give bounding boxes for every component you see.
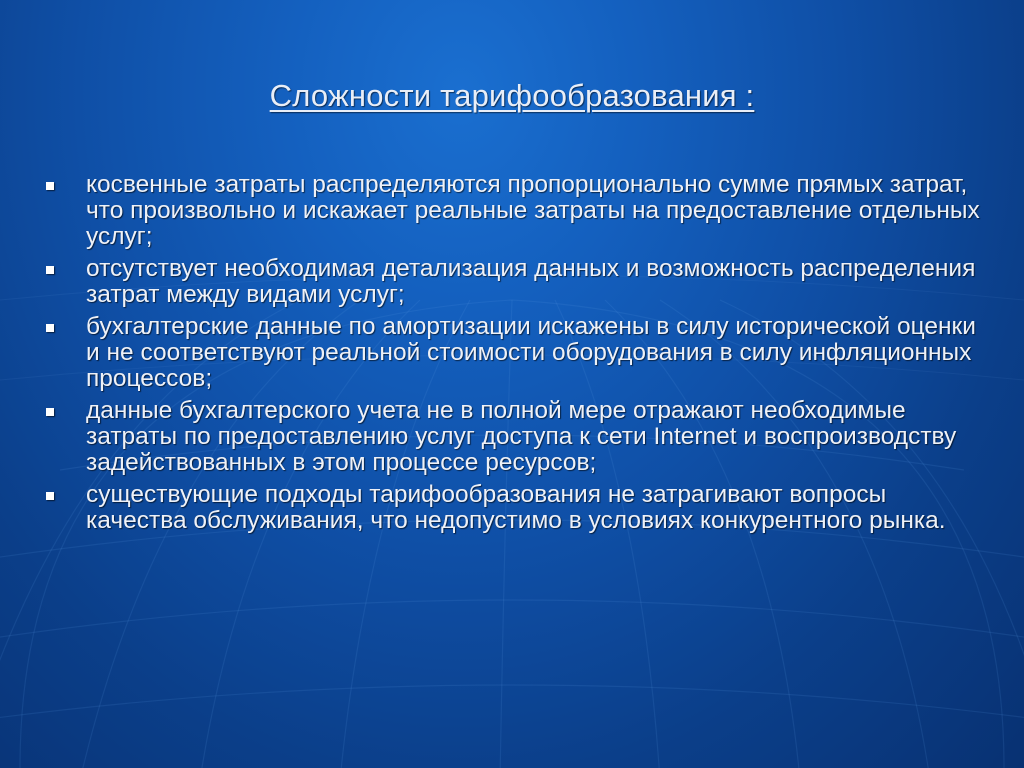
bullet-item: [42, 256, 992, 308]
bullet-text: косвенные затраты распределяются пропорционально сумме прямых затрат, что произвольно и искажает реальные затраты на предоставление отдельных услуг;: [86, 171, 980, 250]
slide-title: Сложности тарифообразования :: [269, 78, 755, 113]
bullet-text: отсутствует необходимая детализация данных и возможность распределения затрат между видами услуг;: [86, 255, 976, 308]
bullet-text: данные бухгалтерского учета не в полной мере отражают необходимые затраты по предоставлению услуг доступа к сети Internet и воспроизводству задействованных в этом процессе ресурсов;: [86, 397, 957, 476]
bullet-text: существующие подходы тарифообразования не затрагивают вопросы качества обслуживания, что недопустимо в условиях конкурентного рынка.: [86, 481, 946, 534]
square-bullet-icon: [46, 492, 54, 500]
square-bullet-icon: [46, 324, 54, 332]
bullet-list: [42, 172, 992, 540]
bullet-item: [42, 172, 992, 250]
bullet-item: [42, 482, 992, 534]
square-bullet-icon: [46, 182, 54, 190]
square-bullet-icon: [46, 408, 54, 416]
square-bullet-icon: [46, 266, 54, 274]
bullet-text: бухгалтерские данные по амортизации искажены в силу исторической оценки и не соответствуют реальной стоимости оборудования в силу инфляционных процессов;: [86, 313, 976, 392]
bullet-item: [42, 314, 992, 392]
bullet-item: [42, 398, 992, 476]
